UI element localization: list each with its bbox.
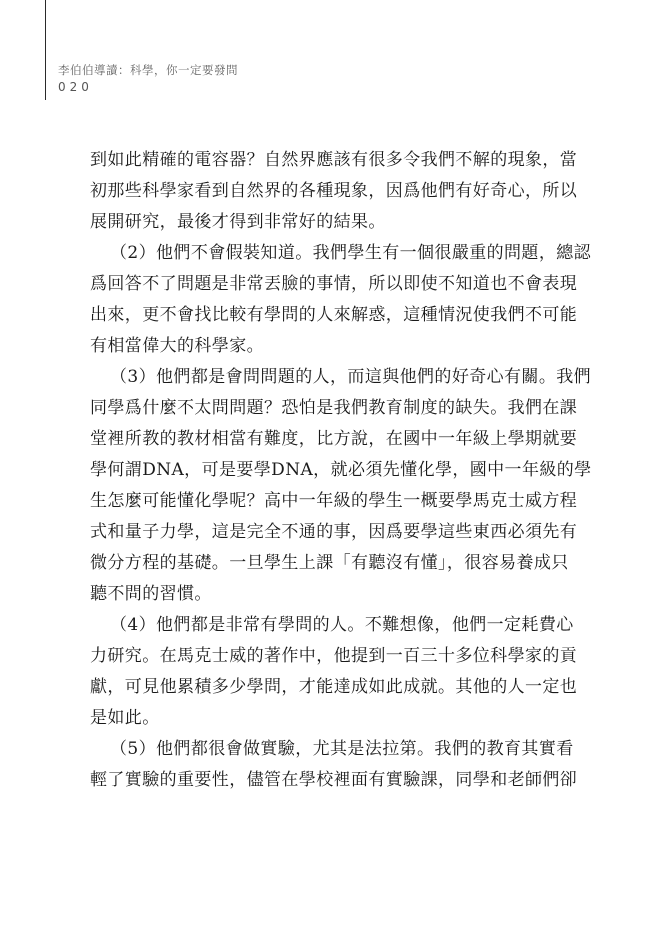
page-number: 020 [58, 80, 93, 94]
text-line: （2）他們不會假裝知道。我們學生有一個很嚴重的問題，總認 [110, 243, 592, 263]
text-line: （4）他們都是非常有學問的人。不難想像，他們一定耗費心 [110, 615, 574, 635]
text-line: 輕了實驗的重要性，儘管在學校裡面有實驗課，同學和老師們卻 [90, 770, 578, 790]
text-line: 到如此精確的電容器？自然界應該有很多令我們不解的現象，當 [90, 150, 578, 170]
text-line: （5）他們都很會做實驗，尤其是法拉第。我們的教育其實看 [110, 739, 574, 759]
text-line: 同學爲什麼不太問問題？恐怕是我們教育制度的缺失。我們在課 [90, 398, 578, 418]
text-line: 生怎麼可能懂化學呢？高中一年級的學生一概要學馬克士威方程 [90, 491, 578, 511]
text-line: 獻，可見他累積多少學問，才能達成如此成就。其他的人一定也 [90, 677, 578, 697]
text-line: 爲回答不了問題是非常丟臉的事情，所以即使不知道也不會表現 [90, 274, 578, 294]
text-line: 力研究。在馬克士威的著作中，他提到一百三十多位科學家的貢 [90, 646, 578, 666]
text-line: 展開研究，最後才得到非常好的結果。 [90, 212, 386, 232]
text-line: （3）他們都是會問問題的人，而這與他們的好奇心有關。我們 [110, 367, 592, 387]
text-line: 是如此。 [90, 708, 160, 728]
body-text [90, 145, 592, 796]
running-head-title: 李伯伯導讀：科學，你一定要發問 [58, 63, 238, 77]
text-line: 初那些科學家看到自然界的各種現象，因爲他們有好奇心，所以 [90, 181, 578, 201]
text-line: 式和量子力學，這是完全不通的事，因爲要學這些東西必須先有 [90, 522, 578, 542]
text-line: 有相當偉大的科學家。 [90, 336, 264, 356]
margin-rule [45, 0, 46, 100]
text-line: 微分方程的基礎。一旦學生上課「有聽沒有懂」，很容易養成只 [90, 553, 569, 573]
text-line: 堂裡所教的教材相當有難度，比方說，在國中一年級上學期就要 [90, 429, 578, 449]
text-line: 聽不問的習慣。 [90, 584, 212, 604]
text-line: 出來，更不會找比較有學問的人來解惑，這種情況使我們不可能 [90, 305, 578, 325]
text-line: 學何謂DNA，可是要學DNA，就必須先懂化學，國中一年級的學 [90, 460, 592, 480]
